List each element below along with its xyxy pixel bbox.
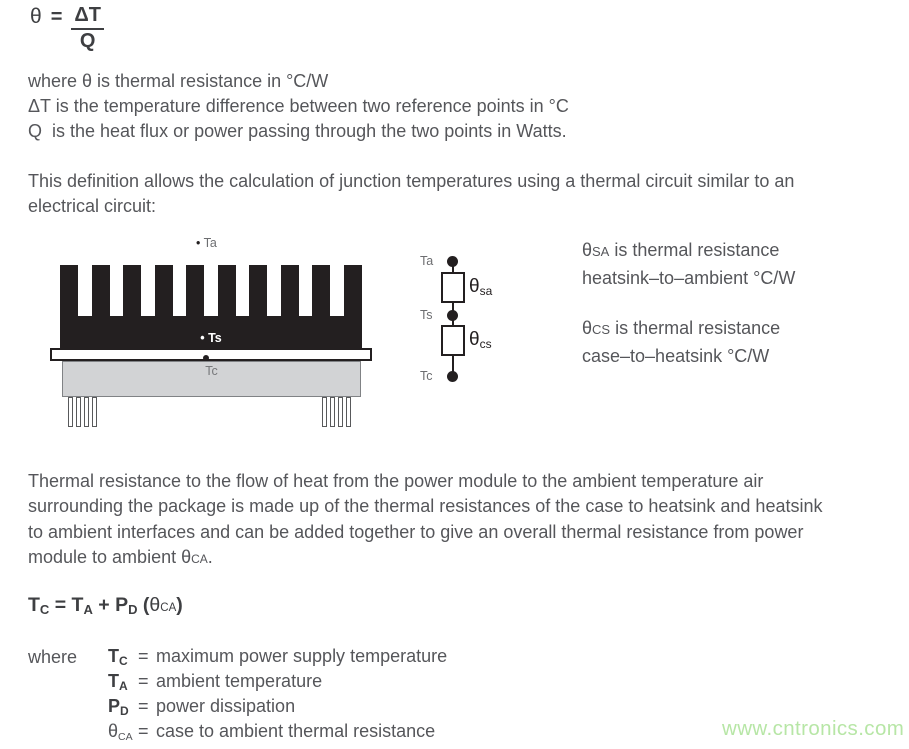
term-theta-letter: θ: [108, 721, 119, 741]
intro-definitions: [28, 69, 569, 144]
term-pd-sub: D: [120, 704, 129, 718]
body-line-2: surrounding the package is made up of the thermal resistances of the case to heatsink and heatsink: [28, 496, 823, 517]
f2-t: T: [28, 594, 40, 616]
where-definitions: [108, 646, 447, 746]
resistor-label-theta-sa: [469, 276, 492, 298]
theta-ca-subscript: CA: [191, 551, 208, 566]
circuit-node-tc: [447, 371, 458, 382]
intro-line-deltat: ΔT is the temperature difference between two reference points in °C: [28, 96, 569, 116]
circuit-label-ta: Ta: [420, 254, 434, 268]
term-ta-letter: T: [108, 671, 119, 691]
theta-sa-symbol: θ: [469, 276, 480, 297]
intro-line-theta: where θ is thermal resistance in °C/W: [28, 71, 329, 91]
ts-point-dot: •: [200, 331, 205, 345]
f2-p-sub-d: D: [128, 602, 138, 617]
thermal-resistance-paragraph: [28, 469, 822, 572]
case-temperature-label: Tc: [205, 364, 218, 378]
module-pin: [322, 397, 327, 427]
heatsink-fin: [312, 265, 330, 318]
f2-plus: +: [92, 594, 116, 616]
module-pin: [92, 397, 97, 427]
term-pd-letter: P: [108, 696, 121, 716]
resistor-theta-sa: [441, 272, 465, 303]
watermark-url: www.cntronics.com: [722, 717, 905, 740]
note-cs-rest: is thermal resistance: [610, 318, 781, 338]
note-sa-rest: is thermal resistance: [609, 240, 780, 260]
where-row-theta-ca: [108, 721, 447, 746]
f2-p: P: [115, 594, 129, 616]
f2-open-paren: (: [137, 594, 150, 616]
heatsink-fin: [281, 265, 299, 318]
ambient-temperature-label: [196, 236, 217, 250]
desc-ta: ambient temperature: [156, 671, 323, 691]
where-row-tc: [108, 646, 447, 671]
note-cs-theta: θ: [582, 318, 593, 338]
mounting-plate: [50, 348, 372, 361]
note-theta-sa-line2: heatsink–to–ambient °C/W: [582, 268, 796, 288]
eq-tc: =: [138, 646, 149, 666]
term-pd: [108, 696, 138, 718]
ta-point-dot: •: [196, 236, 201, 250]
heatsink-fins: [60, 265, 362, 318]
f2-t-sub-a: A: [83, 602, 93, 617]
term-tc: [108, 646, 138, 668]
formula-tc: [28, 594, 183, 617]
where-row-ta: [108, 671, 447, 696]
circuit-node-ts: [447, 310, 458, 321]
term-theta-sub: CA: [118, 731, 133, 743]
note-theta-sa: [582, 237, 795, 291]
eq-theta-ca: =: [138, 721, 149, 741]
resistor-theta-cs: [441, 325, 465, 356]
heatsink-fin: [218, 265, 236, 318]
body-line-3: to ambient interfaces and can be added together to give an overall thermal resistance from power: [28, 521, 804, 542]
heatsink-fin: [344, 265, 362, 318]
body-line-1: Thermal resistance to the flow of heat from the power module to the ambient temperature air: [28, 471, 764, 491]
f2-ta: T: [71, 594, 84, 616]
f2-t-sub-c: C: [39, 602, 50, 617]
ta-label-text: Ta: [203, 236, 217, 250]
heatsink-fin: [60, 265, 78, 318]
formula-theta-definition: [30, 6, 104, 51]
f2-theta: θ: [149, 594, 161, 616]
module-pin: [338, 397, 343, 427]
module-pin: [346, 397, 351, 427]
term-tc-sub: C: [119, 654, 128, 668]
f2-theta-sub-ca: CA: [160, 602, 177, 614]
equals-sign: =: [50, 6, 63, 28]
module-pin: [68, 397, 73, 427]
note-theta-cs-line2: case–to–heatsink °C/W: [582, 346, 770, 366]
circuit-label-tc: Tc: [420, 369, 433, 383]
body-line-4-period: .: [207, 546, 213, 567]
where-label: where: [28, 647, 78, 667]
body-line-4: [28, 545, 822, 572]
desc-theta-ca: case to ambient thermal resistance: [156, 721, 436, 741]
module-pins-right: [322, 397, 351, 427]
note-sa-sub: SA: [592, 244, 610, 259]
heatsink-fin: [155, 265, 173, 318]
term-tc-letter: T: [108, 646, 119, 666]
fraction-numerator: ΔT: [71, 6, 104, 30]
definition-paragraph: [28, 169, 794, 219]
heatsink-fin: [92, 265, 110, 318]
heatsink-fin: [186, 265, 204, 318]
module-pin: [330, 397, 335, 427]
desc-tc: maximum power supply temperature: [156, 646, 448, 666]
term-theta-ca: [108, 721, 138, 743]
f2-equals: =: [49, 594, 72, 616]
term-ta: [108, 671, 138, 693]
term-ta-sub: A: [119, 679, 128, 693]
where-row-pd: [108, 696, 447, 721]
body-line-4-text: module to ambient θ: [28, 546, 192, 567]
note-sa-theta: θ: [582, 240, 593, 260]
module-pin: [84, 397, 89, 427]
ts-label-text: Ts: [208, 331, 222, 345]
theta-sa-subscript: sa: [479, 284, 493, 298]
definition-line-2: electrical circuit:: [28, 196, 157, 216]
fraction: [71, 6, 104, 51]
module-pin: [76, 397, 81, 427]
note-theta-sa-line1: [582, 237, 795, 265]
heatsink-fin: [123, 265, 141, 318]
intro-line-q: Q is the heat flux or power passing through the two points in Watts.: [28, 121, 567, 141]
circuit-node-ta: [447, 256, 458, 267]
definition-line-1: This definition allows the calculation of junction temperatures using a thermal circuit similar to an: [28, 171, 795, 191]
f2-close-paren: ): [176, 594, 183, 616]
note-theta-cs-line1: [582, 315, 780, 343]
module-pins-left: [68, 397, 97, 427]
desc-pd: power dissipation: [156, 696, 296, 716]
note-cs-sub: CS: [592, 322, 611, 337]
eq-pd: =: [138, 696, 149, 716]
resistor-label-theta-cs: [469, 329, 492, 351]
circuit-label-ts: Ts: [420, 308, 433, 322]
sink-temperature-label: [60, 331, 362, 345]
theta-cs-subscript: cs: [479, 337, 492, 351]
eq-ta: =: [138, 671, 149, 691]
theta-symbol: θ: [30, 5, 42, 28]
heatsink-fin: [249, 265, 267, 318]
fraction-denominator: Q: [79, 30, 96, 52]
note-theta-cs: [582, 315, 780, 369]
theta-cs-symbol: θ: [469, 329, 480, 350]
